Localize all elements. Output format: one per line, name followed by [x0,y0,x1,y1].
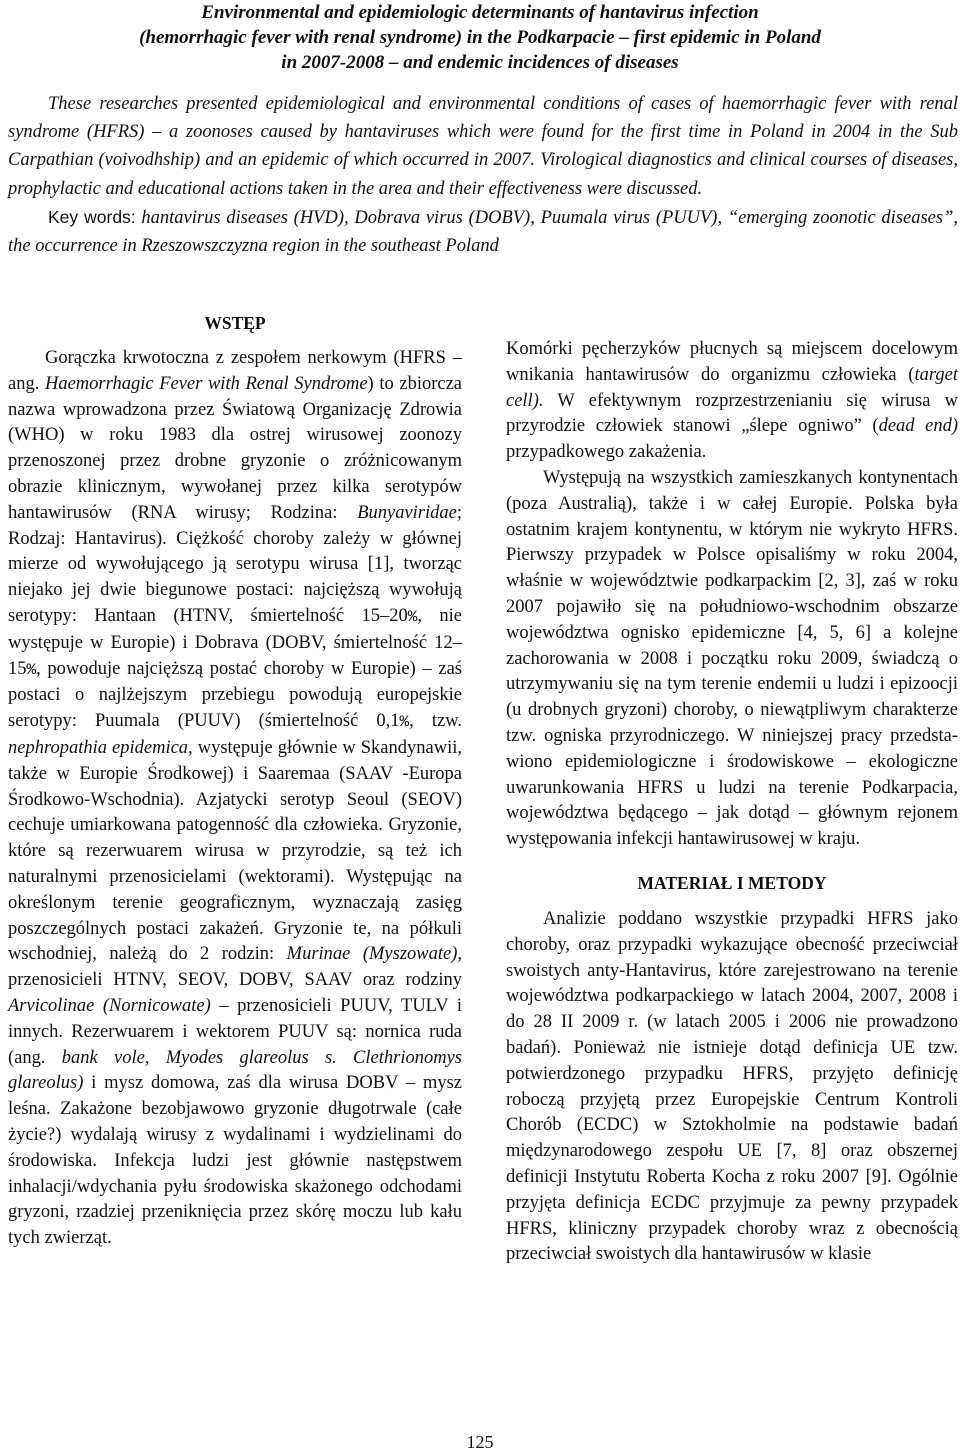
keywords-label: Key words: [48,206,136,227]
title-line-3: in 2007-2008 – and endemic incidences of diseases [281,52,679,73]
section-heading-methods: MATERIAŁ I METODY [637,872,827,893]
article-title [0,0,960,75]
keywords-text: hantavirus diseases (HVD), Dobrava virus (DOBV), Puumala virus (PUUV), “emerging zoonotic diseases”, the occurrence in Rzeszowszczyzna region in the southeast Poland [8,207,959,257]
paragraph-occurrence: Występują na wszystkich zamieszkanych kontynentach (poza Australią), także i w całej Europie. Polska była ostatnim krajem kontynentu, w którym nie wykryto HFRS. Pierwszy przypadek w Polsce opisaliśmy w roku 2004, właśnie w województwie podkarpackim [2, 3], zaś w roku 2007 pojawiło się na południowo-wschodnim obszarze województwa ognisko epidemiczne [4, 5, 6] a kolejne zachorowania w 2008 i początku roku 2009, świadczą o utrzymywaniu się na tym terenie endemii u ludzi i epizoocji (u drobnych gryzoni) choroby, o niewątpliwym charakterze tzw. ogniska przyrodniczego. W niniejszej pracy przedstawiono epidemiologiczne i środowiskowe – ekologiczne uwarunkowania HFRS u ludzi na terenie Podkarpacia, województwa będącego – jak dotąd – głównym rejonem występowania infekcji hantawirusowej w kraju. [506,467,958,850]
abstract-text: These researches presented epidemiological and environmental conditions of cases of haemorrhagic fever with renal syndrome (HFRS) – a zoonoses caused by hantaviruses which were found for the first time in Poland in 2004 in the Sub Carpathian (voivodhship) and an epidemic of which occurred in 2007. Virological diagnostics and clinical courses of diseases, prophylactic and educational actions taken in the area and their effectiveness were discussed. [8,94,958,199]
intro-paragraph: Gorączka krwotoczna z zespołem nerkowym (HFRS – ang. Haemorrhagic Fever with Renal Syndrome) to zbiorcza nazwa wprowadzona przez Światową Organizację Zdrowia (WHO) w roku 1983 dla ostrej wirusowej zoonozy przenoszonej przez drobne gryzonie o zróżnicowanym obrazie klinicznym, wywołanej przez kilka serotypów hantawirusów (RNA wirusy; Rodzina: Bunyaviridae; Rodzaj: Hantavirus). Ciężkość choroby zależy w głównej mierze od wywołującego ją serotypu wirusa [1], tworząc niejako jej dwie biegunowe postaci: najcięższą wywołują serotypy: Hantaan (HTNV, śmiertelność 15–20%, nie występuje w Europie) i Dobrava (DOBV, śmiertelność 12–15%, powoduje najcięższą postać choroby w Europie) – zaś postaci o najlżejszym przebiegu powodują europejskie serotypy: Puumala (PUUV) (śmiertelność 0,1%, tzw. nephropathia epidemica, występuje głównie w Skandynawii, także w Europie Środkowej) i Saaremaa (SAAV -Europa Środkowo-Wschodnia). Azjatycki serotyp Seoul (SEOV) cechuje umiarkowana patogenność dla człowieka. Gryzonie, które są rezerwuarem wirusa w przyrodzie, są też ich naturalnymi przenosicielami (wektorami). Występując na określonym terenie geograficznym, wyznaczają zasięg poszczególnych postaci zakażeń. Gryzonie te, na półkuli wschodniej, należą do 2 rodzin: Murinae (Myszowate), przenosicieli HTNV, SEOV, DOBV, SAAV oraz rodziny Arvicolinae (Nornicowate) – przenosicieli PUUV, TULV i innych. Rezerwuarem i wektorem PUUV są: nornica ruda (ang. bank vole, Myodes glareolus s. Clethrionomys glareolus) i mysz domowa, zaś dla wirusa DOBV – mysz leśna. Zakażone bezobjawowo gryzonie długotrwale (całe życie?) wydalają wirusy z wydalinami i wydzielinami do środowiska. Infekcja ludzi jest głównie następstwem inhalacji/wdychania pyłu środowiska skażonego odchodami gryzoni, rzadziej przeniknięcia przez skórę moczu lub kału tych zwierząt. [8,348,463,1249]
paragraph-target-cell: Komórki pęcherzyków płucnych są miejscem docelowym wnikania hantawirusów do organizmu człowieka (target cell). W efektywnym rozprzestrzenianiu się wirusa w przyrodzie człowiek stanowi „ślepe ogniwo” (dead end) przypadkowego zakażenia. [506,339,959,463]
right-column [506,337,958,1268]
section-heading-intro: WSTĘP [204,313,266,333]
paragraph-methods: Analizie poddano wszystkie przypadki HFRS jako choroby, oraz przypadki wykazujące obecność przeciwciał swoistych anty-Hantavirus, które zarejestrowano na terenie województwa podkarpackiego w latach 2004, 2007, 2008 i do 28 II 2009 r. (w latach 2005 i 2006 nie prowadzono badań). Ponieważ nie istnieje dotąd definicja UE tzw. potwierdzonego przypadku HFRS, przyjęto definicję roboczą przyjętą przez Europejskie Centrum Kontroli Chorób (ECDC) w Sztokholmie na podstawie badań międzynarodowego zespołu UE [7, 8] oraz obszernej definicji Instytutu Roberta Kocha z roku 2007 [9]. Ogólnie przyjęta definicja ECDC przyjmuje za pewny przypadek HFRS, kliniczny przypadek choroby wraz z obecnością przeciwciał swoistych dla hantawirusów w klasie [506,908,958,1265]
left-column [8,310,462,1252]
title-line-1: Environmental and epidemiologic determinants of hantavirus infection [201,2,759,23]
title-line-2: (hemorrhagic fever with renal syndrome) in the Podkarpacie – first epidemic in Poland [139,27,821,48]
page-number: 125 [466,1432,494,1452]
abstract [8,90,958,260]
keywords [8,203,958,260]
